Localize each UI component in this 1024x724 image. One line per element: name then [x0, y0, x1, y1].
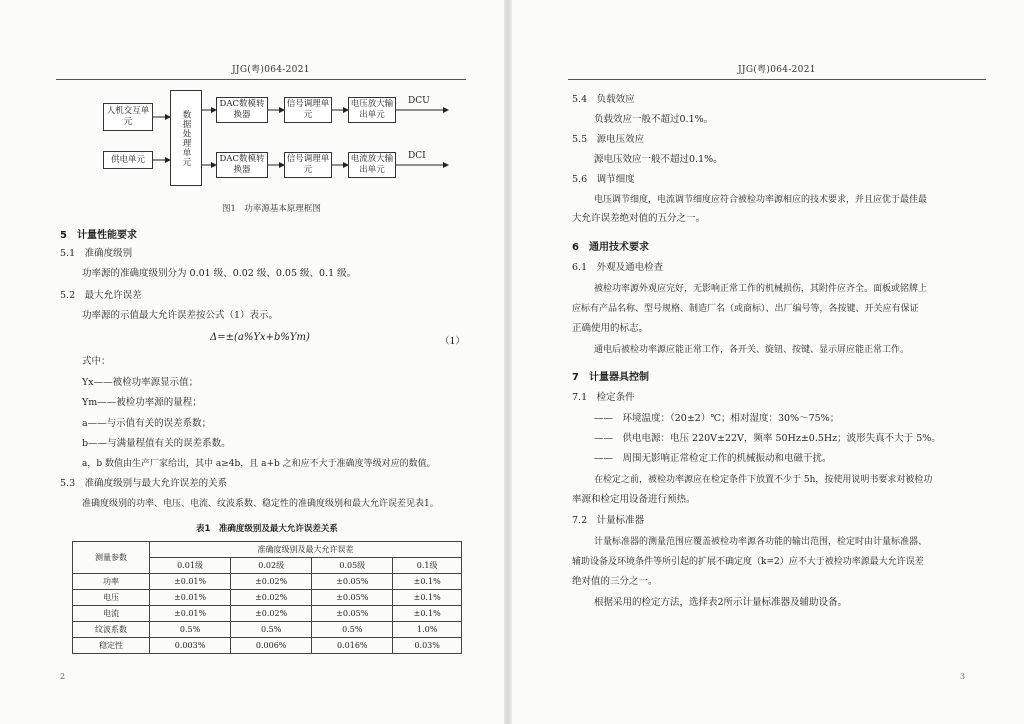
binding-gutter [504, 0, 512, 724]
condition-temperature: —— 环境温度：（20±2）℃；相对湿度：30%～75%； [594, 413, 840, 424]
table-row-label: 纹波系数 [73, 622, 150, 638]
table-row [73, 622, 462, 638]
section-6-1-line-4: 通电后被检功率源应能正常工作，各开关、旋钮、按键、显示屏应能正常工作。 [594, 345, 910, 355]
table-row-label: 稳定性 [73, 638, 150, 654]
table-caption: 表1 准确度级别及最大允许误差关系 [196, 524, 338, 534]
table-level-header: 0.1级 [393, 558, 462, 574]
output-dci-label: DCI [408, 151, 426, 161]
page-number: 3 [960, 672, 966, 681]
section-7-2-line-2: 辅助设备及环境条件等所引起的扩展不确定度（k=2）应不大于被检功率源最大允许误差 [572, 557, 924, 567]
table-cell: 0.5% [231, 622, 312, 638]
table-cell: ±0.01% [150, 606, 231, 622]
table-cell: 0.003% [150, 638, 231, 654]
condition-power-supply: —— 供电电源：电压 220V±22V，频率 50Hz±0.5Hz；波形失真不大于 5%。 [594, 433, 941, 444]
section-5-4-heading: 5.4 负载效应 [572, 94, 635, 105]
definition-yx: Yx——被检功率源显示值； [82, 377, 199, 388]
section-7-1-heading: 7.1 检定条件 [572, 392, 635, 403]
table-row-label: 电压 [73, 590, 150, 606]
table-cell: ±0.01% [150, 590, 231, 606]
page-number: 2 [60, 672, 66, 681]
section-5-1-heading: 5.1 准确度级别 [60, 248, 133, 259]
block-signal-conditioning-2: 信号调理单元 [284, 152, 332, 178]
formula-1: Δ=±(a%Yx+b%Ym) [210, 332, 310, 343]
ab-note: a，b 数值由生产厂家给出，其中 a≥4b，且 a+b 之和应不大于准确度等级对应的数值。 [82, 459, 436, 469]
table-header-group: 准确度级别及最大允许误差 [150, 542, 462, 558]
table-body [73, 574, 462, 654]
table-row-label: 电流 [73, 606, 150, 622]
table-row [73, 638, 462, 654]
accuracy-table [72, 541, 462, 654]
page-header: JJG(粤)064-2021 [738, 65, 816, 75]
table-cell: 1.0% [393, 622, 462, 638]
block-power-unit: 供电单元 [103, 151, 153, 169]
section-5-1-text: 功率源的准确度级别分为 0.01 级、0.02 级、0.05 级、0.1 级。 [82, 268, 357, 279]
right-page [512, 0, 1024, 724]
table-cell: ±0.02% [231, 590, 312, 606]
formula-1-number: （1） [440, 336, 466, 347]
table-level-header: 0.01级 [150, 558, 231, 574]
table-row [73, 590, 462, 606]
block-dac-2: DAC数模转换器 [216, 152, 268, 178]
output-dcu-label: DCU [408, 96, 430, 106]
block-voltage-amplifier: 电压放大输出单元 [348, 97, 396, 123]
section-5-2-text: 功率源的示值最大允许误差按公式（1）表示。 [82, 310, 279, 321]
section-6-heading: 6 通用技术要求 [572, 242, 649, 253]
table-cell: 0.006% [231, 638, 312, 654]
section-6-1-line-2: 应标有产品名称、型号规格、制造厂名（或商标）、出厂编号等，各按键、开关应有保证 [572, 304, 919, 314]
condition-vibration: —— 周围无影响正常检定工作的机械振动和电磁干扰。 [594, 453, 832, 464]
section-6-1-line-1: 被检功率源外观应完好，无影响正常工作的机械损伤，其附件应齐全。面板或铭牌上 [594, 284, 928, 294]
section-6-1-heading: 6.1 外观及通电检查 [572, 262, 664, 273]
block-dac-1: DAC数模转换器 [216, 97, 268, 123]
table-cell: ±0.05% [312, 606, 393, 622]
header-rule [568, 79, 986, 80]
section-7-2-heading: 7.2 计量标准器 [572, 515, 645, 526]
table-cell: ±0.1% [393, 574, 462, 590]
section-7-2-line-4: 根据采用的检定方法，选择表2所示计量标准器及辅助设备。 [594, 597, 848, 608]
table-level-header: 0.05级 [312, 558, 393, 574]
table-cell: ±0.1% [393, 590, 462, 606]
table-cell: 0.5% [150, 622, 231, 638]
table-header-param: 测量参数 [73, 542, 150, 574]
definition-a: a——与示值有关的误差系数； [82, 418, 212, 429]
section-5-4-text: 负载效应一般不超过0.1%。 [594, 114, 714, 125]
block-hmi-unit: 人机交互单元 [103, 103, 153, 131]
section-5-5-text: 源电压效应一般不超过0.1%。 [594, 154, 723, 165]
definition-ym: Ym——被检功率源的量程； [82, 397, 202, 408]
section-5-6-line-2: 大允许误差绝对值的五分之一。 [572, 213, 706, 224]
section-5-6-line-1: 电压调节细度，电流调节细度应符合被检功率源相应的技术要求，并且应优于最佳最 [594, 195, 928, 205]
table-cell: ±0.05% [312, 590, 393, 606]
table-row [73, 574, 462, 590]
section-5-2-heading: 5.2 最大允许误差 [60, 290, 142, 301]
block-signal-conditioning-1: 信号调理单元 [284, 97, 332, 123]
left-page [0, 0, 504, 724]
where-label: 式中： [82, 356, 111, 367]
section-6-1-line-3: 正确使用的标志。 [572, 323, 649, 334]
page-header: JJG(粤)064-2021 [232, 65, 310, 75]
definition-b: b——与满量程值有关的误差系数。 [82, 438, 231, 449]
block-data-processing-unit: 数据处理单元 [170, 90, 202, 186]
section-7-1-line-1: 在检定之前，被检功率源应在检定条件下放置不少于 5h，按使用说明书要求对被检功 [594, 475, 933, 485]
table-cell: ±0.1% [393, 606, 462, 622]
section-5-5-heading: 5.5 源电压效应 [572, 134, 645, 145]
table-cell: ±0.01% [150, 574, 231, 590]
section-7-2-line-3: 绝对值的三分之一。 [572, 576, 658, 587]
section-5-heading: 5 计量性能要求 [60, 230, 137, 241]
block-current-amplifier: 电流放大输出单元 [348, 152, 396, 178]
table-level-header: 0.02级 [231, 558, 312, 574]
section-7-1-line-2: 率源和检定用设备进行预热。 [572, 494, 696, 505]
figure-caption: 图1 功率源基本原理框图 [222, 204, 321, 214]
table-cell: 0.5% [312, 622, 393, 638]
table-cell: 0.03% [393, 638, 462, 654]
table-cell: ±0.02% [231, 574, 312, 590]
section-7-heading: 7 计量器具控制 [572, 372, 649, 383]
section-7-2-line-1: 计量标准器的测量范围应覆盖被检功率源各功能的输出范围，检定时由计量标准器、 [594, 537, 928, 547]
table-cell: 0.016% [312, 638, 393, 654]
section-5-6-heading: 5.6 调节细度 [572, 174, 635, 185]
section-5-3-text: 准确度级别的功率、电压、电流、纹波系数、稳定性的准确度级别和最大允许误差见表1。 [82, 499, 439, 509]
table-cell: ±0.05% [312, 574, 393, 590]
table-cell: ±0.02% [231, 606, 312, 622]
table-row [73, 606, 462, 622]
section-5-3-heading: 5.3 准确度级别与最大允许误差的关系 [60, 478, 228, 489]
table-row-label: 功率 [73, 574, 150, 590]
